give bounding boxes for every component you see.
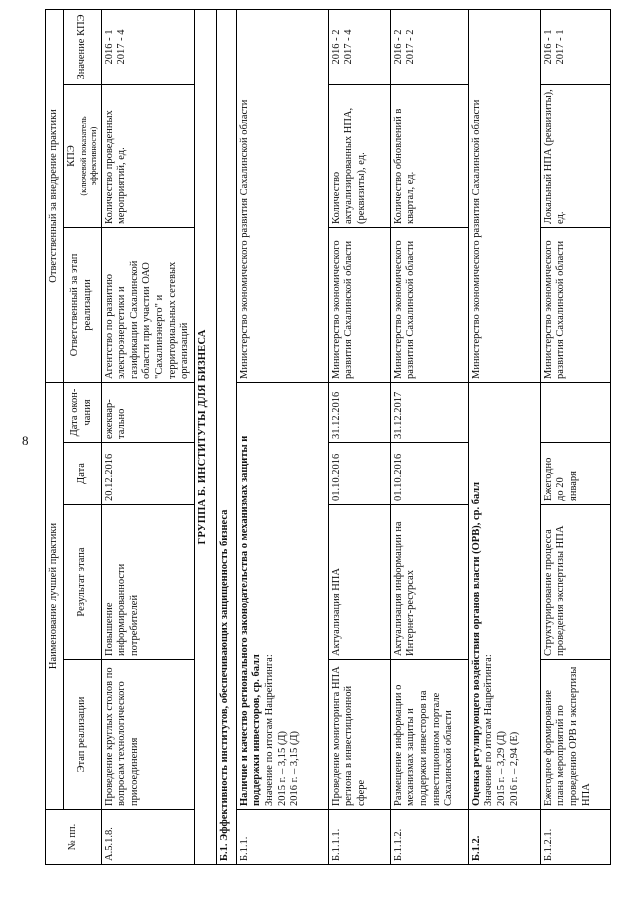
- row-num: Б.1.2.1.: [540, 810, 610, 865]
- value-2016: 2016 - 2: [392, 29, 404, 65]
- indicator-title: Наличие и качество регионального законодательства о механизмах защиты и поддержки инвесторов, ср. балл: [238, 435, 263, 806]
- row-end: 31.12.2017: [390, 382, 468, 442]
- row-resp: Министерство экономического развития Сахалинской области: [468, 9, 540, 382]
- col-responsible: Ответственный за внедрение практики: [46, 9, 64, 382]
- table-row: [236, 9, 328, 864]
- row-num: Б.1.2.: [468, 810, 540, 865]
- row-value: [540, 9, 610, 84]
- indicator-line: 2016 г. – 2,94 (Е): [508, 731, 520, 806]
- group-row: [194, 9, 216, 864]
- row-date: 20.12.2016: [101, 443, 194, 505]
- row-indicator: [468, 382, 540, 809]
- value-2017: 2017 - 4: [116, 29, 128, 65]
- row-end: 31.12.2016: [328, 382, 390, 442]
- indicator-line: 2016 г. – 3,15 (Д): [289, 730, 301, 806]
- col-kpi: [63, 84, 101, 227]
- row-stage: Ежегодное формирование плана мероприятий по проведению ОРВ и экспертизы НПА: [540, 660, 610, 810]
- kpi-label: КПЭ: [65, 145, 77, 167]
- col-best-practice-name: Наименование лучшей практики: [46, 382, 64, 809]
- row-result: Структурирование процесса проведения экспертизы НПА: [540, 505, 610, 660]
- table-row: [328, 9, 390, 864]
- indicator-line: 2015 г. – 3,15 (Д): [276, 730, 288, 806]
- value-2016: 2016 - 1: [103, 29, 115, 65]
- indicator-line: Значение по итогам Нацрейтинга:: [263, 654, 275, 806]
- practice-table: [45, 9, 611, 865]
- row-stage: Проведение круглых столов по вопросам технологического присоединения: [101, 660, 194, 810]
- header-row-2: [63, 9, 101, 864]
- row-stage: Размещение информации о механизмах защиты и поддержки инвесторов на инвестиционном портале Сахалинской области: [390, 660, 468, 810]
- page-number: 8: [22, 433, 29, 448]
- row-resp: Министерство экономического развития Сахалинской области: [390, 227, 468, 382]
- row-date: 01.10.2016: [390, 443, 468, 505]
- row-kpi: Локальный НПА (реквизиты), ед.: [540, 84, 610, 227]
- row-num: Б.1.1.2.: [390, 810, 468, 865]
- table-row: [101, 9, 194, 864]
- row-kpi: Количество обновлений в квартал, ед.: [390, 84, 468, 227]
- row-value: [101, 9, 194, 84]
- row-num: Б.1.1.: [236, 810, 328, 865]
- row-end: [540, 382, 610, 442]
- kpi-note: (ключевой показатель эффективности): [78, 116, 99, 196]
- section-b1-title: Б.1. Эффективность институтов, обеспечивающих защищенность бизнеса: [216, 9, 236, 864]
- value-2016: 2016 - 2: [330, 29, 342, 65]
- header-row-1: [46, 9, 64, 864]
- row-resp: Министерство экономического развития Сахалинской области: [540, 227, 610, 382]
- row-result: Актуализация информации на Интернет-ресурсах: [390, 505, 468, 660]
- row-resp: Министерство экономического развития Сахалинской области: [328, 227, 390, 382]
- rotated-page: [45, 0, 635, 905]
- value-2017: 2017 - 1: [555, 29, 567, 65]
- row-resp: Агентство по развитию электроэнергетики и газификации Сахалинской области при участии ОАО "Сахалинэнерго" и территориальных сетевых организаций: [101, 227, 194, 382]
- indicator-title: Оценка регулирующего воздействия органов власти (ОРВ), ср. балл: [470, 481, 482, 806]
- col-responsible-stage: Ответственный за этап реализации: [63, 227, 101, 382]
- group-title: ГРУППА Б. ИНСТИТУТЫ ДЛЯ БИЗНЕСА: [194, 9, 216, 864]
- row-date: Ежегодно до 20 января: [540, 443, 610, 505]
- value-2017: 2017 - 2: [405, 29, 417, 65]
- col-stage: Этап реализации: [63, 660, 101, 810]
- col-end-date: Дата окон-чания: [63, 382, 101, 442]
- table-row: [468, 9, 540, 864]
- section-row: [216, 9, 236, 864]
- col-kpi-value: Значение КПЭ: [63, 9, 101, 84]
- row-kpi: Количество проведенных мероприятий, ед.: [101, 84, 194, 227]
- row-num: А.5.1.8.: [101, 810, 194, 865]
- table-row: [390, 9, 468, 864]
- row-result: Актуализация НПА: [328, 505, 390, 660]
- row-value: [390, 9, 468, 84]
- row-num: Б.1.1.1.: [328, 810, 390, 865]
- row-resp: Министерство экономического развития Сахалинской области: [236, 9, 328, 382]
- row-value: [328, 9, 390, 84]
- indicator-line: Значение по итогам Нацрейтинга:: [483, 654, 495, 806]
- row-stage: Проведение мониторинга НПА региона в инвестиционной сфере: [328, 660, 390, 810]
- table-row: [540, 9, 610, 864]
- row-indicator: [236, 382, 328, 809]
- row-end: ежеквар-тально: [101, 382, 194, 442]
- value-2017: 2017 - 4: [343, 29, 355, 65]
- indicator-line: 2015 г. – 3,29 (Д): [495, 730, 507, 806]
- col-num: № пп.: [46, 810, 102, 865]
- row-kpi: Количество актуализированных НПА, (реквизиты), ед.: [328, 84, 390, 227]
- value-2016: 2016 - 1: [542, 29, 554, 65]
- row-date: 01.10.2016: [328, 443, 390, 505]
- col-result: Результат этапа: [63, 505, 101, 660]
- row-result: Повышение информированности потребителей: [101, 505, 194, 660]
- col-date: Дата: [63, 443, 101, 505]
